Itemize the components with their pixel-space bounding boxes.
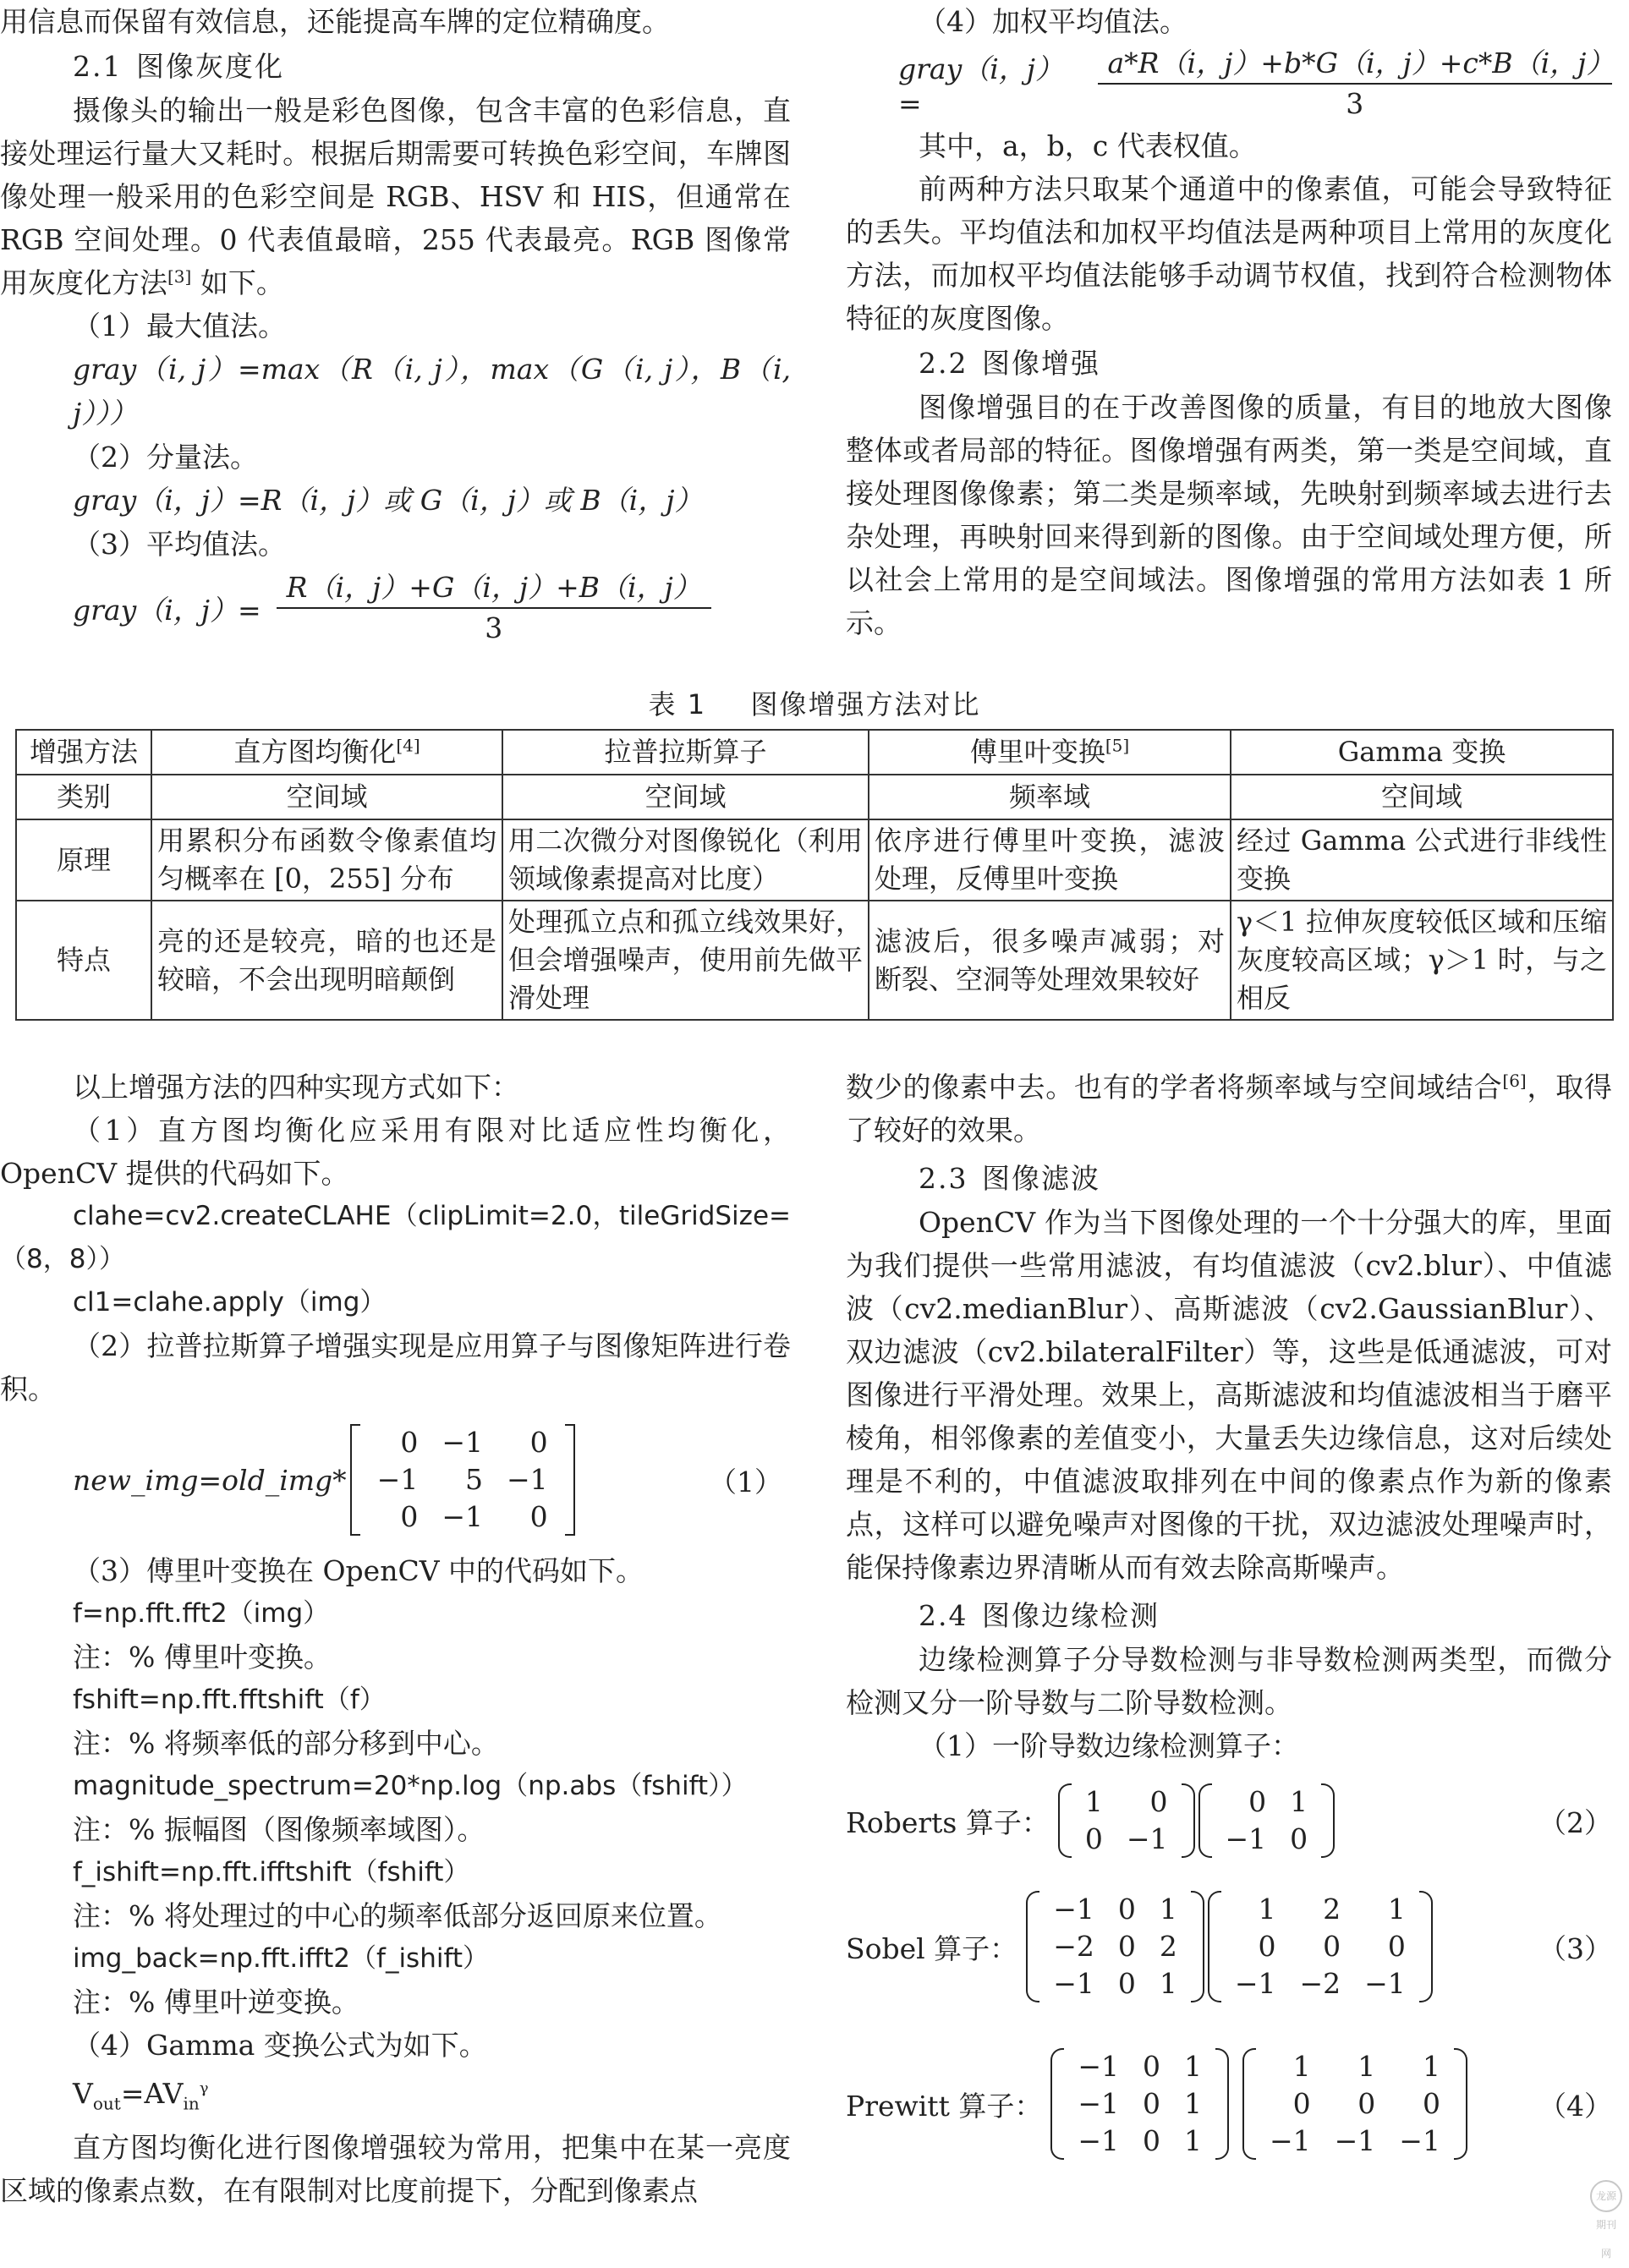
left-column-top	[0, 0, 791, 650]
equation-2	[846, 1774, 1612, 1867]
paragraph-enhancement: 图像增强目的在于改善图像的质量，有目的地放大图像整体或者局部的特征。图像增强有两类，第一类是空间域，直接处理图像像素；第二类是频率域，先映射到频率域去进行去杂处理，再映射回来得到新的图像。由于空间域处理方便，所以社会上常用的是空间域法。图像增强的常用方法如表 1 所示。	[846, 391, 1612, 639]
section-heading-2-4	[846, 1594, 1612, 1638]
method-average: （3）平均值法。	[73, 528, 286, 561]
section-heading-2-1	[0, 45, 791, 89]
paragraph-grayscale	[0, 89, 791, 304]
table-header-row	[16, 730, 1613, 775]
table-cell: 亮的还是较亮，暗的也还是较暗，不会出现明暗颠倒	[151, 901, 502, 1020]
method-weighted: （4）加权平均值法。	[919, 5, 1187, 38]
code-note: 注：% 振幅图（图像频率域图）。	[73, 1813, 485, 1846]
equation-lhs: new_img=old_img*	[73, 1463, 347, 1497]
table-cell: 特点	[16, 901, 151, 1020]
section-title: 图像增强	[982, 347, 1100, 380]
fraction	[277, 568, 711, 648]
equation-number: （2）	[1538, 1805, 1612, 1839]
equation-3	[846, 1879, 1612, 2014]
section-number: 2.2	[919, 347, 968, 380]
equation-number: （3）	[1538, 1931, 1612, 1965]
table-number: 表 1	[648, 688, 707, 720]
paragraph-clahe: （1）直方图均衡化应采用有限对比适应性均衡化，OpenCV 提供的代码如下。	[0, 1114, 791, 1190]
equation-1	[0, 1411, 791, 1549]
table-header-cell: 傅里叶变换[5]	[869, 730, 1231, 775]
table-header-cell: 拉普拉斯算子	[502, 730, 869, 775]
comparison-table	[15, 729, 1614, 1021]
paragraph-text: 摄像头的输出一般是彩色图像，包含丰富的色彩信息，直接处理运行量大又耗时。根据后期需要可转换色彩空间，车牌图像处理一般采用的色彩空间是 RGB、HSV 和 HIS，但通常在 RGB 空间处理。0 代表值最暗，255 代表最亮。RGB 图像常用灰度化方法	[0, 94, 791, 299]
table-cell: 依序进行傅里叶变换，滤波处理，反傅里叶变换	[869, 819, 1231, 901]
sobel-matrix-y: 1 2 1 0 0 0 −1 −2 −1	[1208, 1891, 1433, 2002]
paragraph-first-order: （1）一阶导数边缘检测算子：	[919, 1729, 1299, 1762]
left-column-bottom	[0, 1066, 791, 2212]
code-line: magnitude_spectrum=20*np.log（np.abs（fshift））	[73, 1771, 748, 1801]
paragraph-continuation: 数少的像素中去。也有的学者将频率域与空间域结合[6]，取得了较好的效果。	[846, 1071, 1613, 1147]
formula-average	[0, 566, 791, 650]
code-line: img_back=np.fft.ifft2（f_ishift）	[73, 1943, 489, 1974]
code-line: f=np.fft.fft2（img）	[73, 1598, 330, 1629]
section-number: 2.3	[919, 1162, 968, 1195]
watermark-logo: 龙源期刊网	[1590, 2180, 1622, 2212]
code-note: 注：% 傅里叶变换。	[73, 1641, 332, 1674]
paragraph-filtering: OpenCV 作为当下图像处理的一个十分强大的库，里面为我们提供一些常用滤波，有均值滤波（cv2.blur）、中值滤波（cv2.medianBlur）、高斯滤波（cv2.GaussianBlur）、双边滤波（cv2.bilateralFilter）等，这些是低通滤波，可对图像进行平滑处理。效果上，高斯滤波和均值滤波相当于磨平棱角，相邻像素的差值变小，大量丢失边缘信息，这对后续处理是不利的，中值滤波取排列在中间的像素点作为新的像素点，这样可以避免噪声对图像的干扰，双边滤波处理噪声时，能保持像素边界清晰从而有效去除高斯噪声。	[846, 1206, 1612, 1584]
fraction-denominator: 3	[485, 611, 503, 644]
table-header-cell: 增强方法	[16, 730, 151, 775]
table-cell: 滤波后，很多噪声减弱；对断裂、空洞等处理效果较好	[869, 901, 1231, 1020]
paragraph-gamma: （4）Gamma 变换公式为如下。	[73, 2029, 487, 2062]
paragraph-intro: 以上增强方法的四种实现方式如下：	[73, 1071, 519, 1104]
section-number: 2.4	[919, 1599, 968, 1632]
right-column-bottom	[846, 1066, 1612, 2172]
equation-number: （1）	[709, 1465, 782, 1498]
fraction	[1098, 44, 1613, 123]
table-header-cell: 直方图均衡化[4]	[151, 730, 502, 775]
table-cell: 空间域	[151, 775, 502, 819]
fraction-numerator: a*R（i，j）+b*G（i，j）+c*B（i，j）	[1098, 44, 1613, 85]
table-cell: 用累积分布函数令像素值均匀概率在 [0，255] 分布	[151, 819, 502, 901]
table-title: 图像增强方法对比	[750, 688, 981, 720]
table-row	[16, 775, 1613, 819]
formula-lhs: gray（i，j）=	[898, 52, 1064, 120]
section-heading-2-2	[846, 342, 1612, 386]
formula-component: gray（i，j）=R（i，j）或 G（i，j）或 B（i，j）	[73, 484, 703, 517]
paragraph-histogram: 直方图均衡化进行图像增强较为常用，把集中在某一亮度区域的像素点数，在有限制对比度前提下，分配到像素点	[0, 2130, 791, 2207]
right-column-top	[846, 0, 1615, 644]
formula-max: gray（i, j）=max（R（i, j），max（G（i, j），B（i, j）））	[73, 353, 791, 430]
table-cell: 经过 Gamma 公式进行非线性变换	[1231, 819, 1613, 901]
paragraph-continuation: 用信息而保留有效信息，还能提高车牌的定位精确度。	[0, 5, 670, 38]
operator-label: Prewitt 算子：	[846, 2089, 1043, 2123]
method-component: （2）分量法。	[73, 441, 258, 474]
operator-label: Roberts 算子：	[846, 1805, 1050, 1839]
code-line: f_ishift=np.fft.ifftshift（fshift）	[73, 1857, 470, 1887]
roberts-matrix-y: 0 1 −1 0	[1198, 1783, 1336, 1858]
section-title: 图像边缘检测	[982, 1599, 1160, 1632]
table-cell: 频率域	[869, 775, 1231, 819]
roberts-matrix-x: 1 0 0 −1	[1058, 1783, 1195, 1858]
laplacian-kernel-matrix: 0 −1 0 −1 5 −1 0 −1 0	[350, 1424, 575, 1536]
operator-label: Sobel 算子：	[846, 1931, 1018, 1965]
equation-number: （4）	[1538, 2089, 1612, 2123]
formula-gamma: $V_{out}=AV_{in}^\gamma$	[73, 2077, 209, 2114]
table-cell: 原理	[16, 819, 151, 901]
table-header-cell: Gamma 变换	[1231, 730, 1613, 775]
table-cell: 空间域	[502, 775, 869, 819]
section-title: 图像滤波	[982, 1162, 1100, 1195]
sobel-matrix-x: −1 0 1 −2 0 2 −1 0 1	[1026, 1891, 1204, 2002]
section-number: 2.1	[73, 50, 123, 83]
citation: [4]	[396, 735, 420, 756]
code-note: 注：% 傅里叶逆变换。	[73, 1986, 359, 2019]
code-note: 注：% 将频率低的部分移到中心。	[73, 1727, 499, 1760]
table-cell: 用二次微分对图像锐化（利用领域像素提高对比度）	[502, 819, 869, 901]
citation: [6]	[1502, 1071, 1527, 1091]
paragraph-weights: 其中，a，b，c 代表权值。	[919, 129, 1257, 162]
table-row	[16, 901, 1613, 1020]
code-apply: cl1=clahe.apply（img）	[73, 1287, 387, 1318]
code-clahe: clahe=cv2.createCLAHE（clipLimit=2.0，tileGridSize=（8，8））	[0, 1201, 791, 1274]
table-cell: 类别	[16, 775, 151, 819]
equation-4	[846, 2036, 1612, 2172]
fraction-numerator: R（i，j）+G（i，j）+B（i，j）	[277, 568, 711, 609]
table-cell: γ＜1 拉伸灰度较低区域和压缩灰度较高区域；γ＞1 时，与之相反	[1231, 901, 1613, 1020]
paragraph-compare: 前两种方法只取某个通道中的像素值，可能会导致特征的丢失。平均值法和加权平均值法是两种项目上常用的灰度化方法，而加权平均值法能够手动调节权值，找到符合检测物体特征的灰度图像。	[846, 173, 1612, 335]
paragraph-edge: 边缘检测算子分导数检测与非导数检测两类型，而微分检测又分一阶导数与二阶导数检测。	[846, 1643, 1612, 1719]
section-heading-2-3	[846, 1157, 1612, 1201]
formula-lhs: gray（i，j）=	[73, 593, 261, 627]
paragraph-text: 如下。	[191, 266, 284, 299]
citation: [5]	[1105, 735, 1130, 756]
table-row	[16, 819, 1613, 901]
section-title: 图像灰度化	[136, 50, 284, 83]
paragraph-laplacian: （2）拉普拉斯算子增强实现是应用算子与图像矩阵进行卷积。	[0, 1329, 791, 1405]
citation: [3]	[167, 266, 192, 287]
table-cell: 空间域	[1231, 775, 1613, 819]
prewitt-matrix-x: −1 0 1 −1 0 1 −1 0 1	[1050, 2048, 1229, 2160]
table-caption	[0, 683, 1629, 722]
table-cell: 处理孤立点和孤立线效果好，但会增强噪声，使用前先做平滑处理	[502, 901, 869, 1020]
prewitt-matrix-y: 1 1 1 0 0 0 −1 −1 −1	[1242, 2048, 1467, 2160]
method-max: （1）最大值法。	[73, 310, 286, 342]
code-note: 注：% 将处理过的中心的频率低部分返回原来位置。	[73, 1899, 722, 1932]
fraction-denominator: 3	[1346, 87, 1364, 120]
paragraph-fft: （3）傅里叶变换在 OpenCV 中的代码如下。	[73, 1554, 644, 1587]
code-line: fshift=np.fft.fftshift（f）	[73, 1685, 386, 1715]
formula-weighted	[846, 43, 1615, 124]
